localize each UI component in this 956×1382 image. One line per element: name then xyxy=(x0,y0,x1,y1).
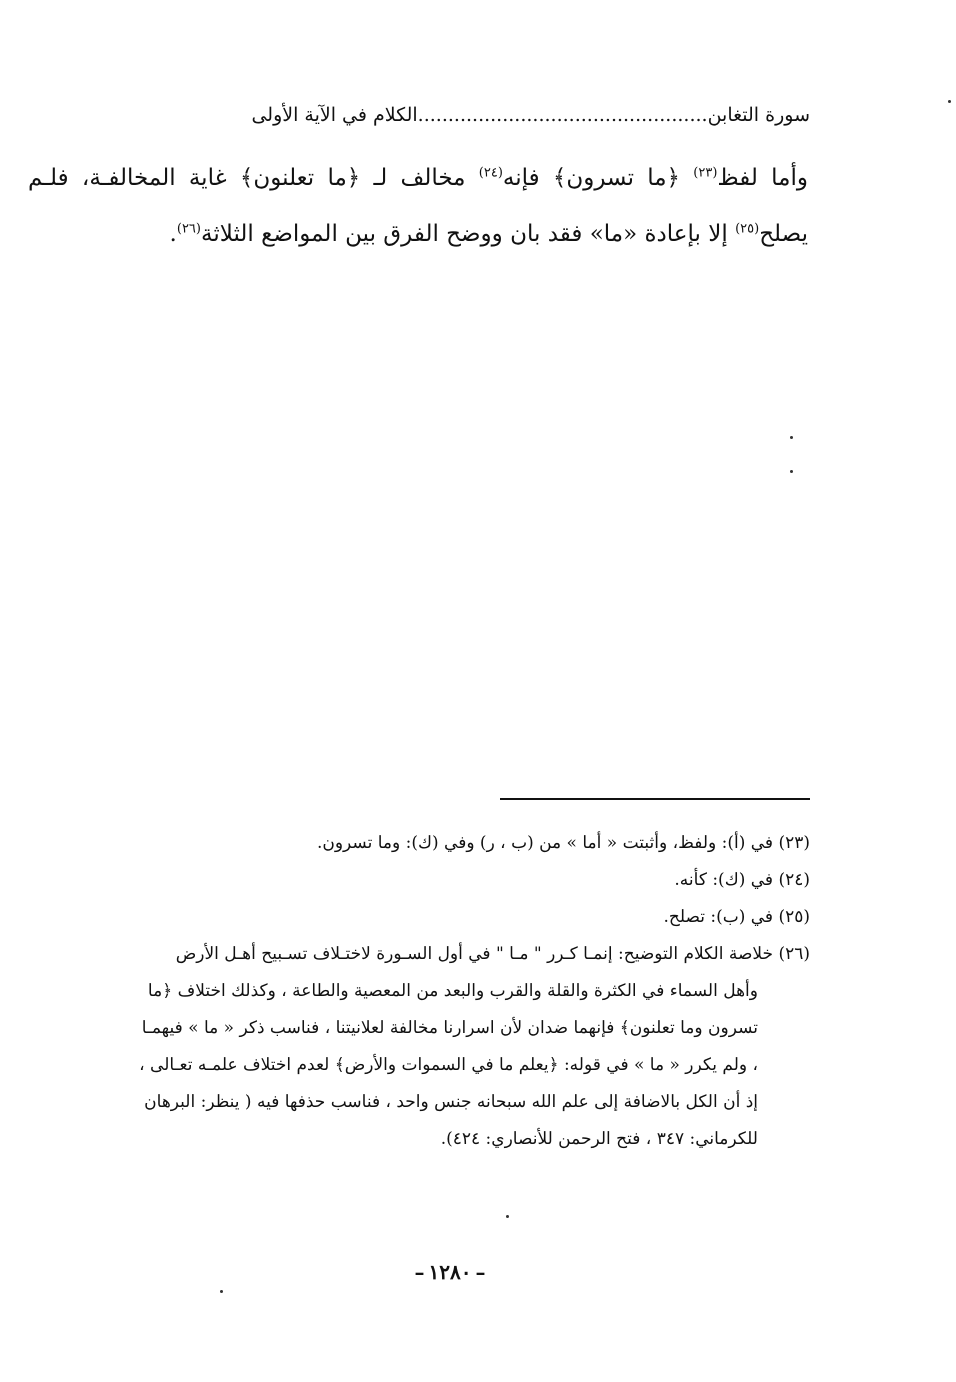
main-paragraph xyxy=(28,150,808,262)
footnote-number: (٢٦) xyxy=(778,944,810,964)
footnotes xyxy=(40,825,810,1158)
header-surah: سورة التغابن xyxy=(707,104,810,126)
scan-speck xyxy=(220,1290,223,1293)
footnote-ref-23[interactable]: (٢٣) xyxy=(693,165,718,181)
main-text-segment: مخالف لـ ﴿ما تعلنون﴾ غاية المخالفـة، فلـم xyxy=(28,165,479,191)
footnote-ref-24[interactable]: (٢٤) xyxy=(478,165,503,181)
footnote-line: إذ أن الكل بالاضافة إلى علم الله سبحانه جنس واحد ، فناسب حذفها فيه ( ينظر: البرهان xyxy=(144,1092,758,1112)
footnote-line: وأهل السماء في الكثرة والقلة والقرب والبعد من المعصية والطاعة ، وكذلك اختلاف ﴿ما xyxy=(147,981,758,1001)
header-dots: ................................................ xyxy=(417,104,708,126)
footnote-number: (٢٤) xyxy=(778,870,810,890)
footnote-ref-25[interactable]: (٢٥) xyxy=(735,221,760,237)
footnote-line: تسرون وما تعلنون﴾ فإنهما ضدان لأن اسرارنا مخالفة لعلانيتنا ، فناسب ذكر « ما » فيهمـا xyxy=(141,1018,758,1038)
main-text xyxy=(28,150,808,262)
main-text-segment: ﴿ما تسرون﴾ فإنه xyxy=(502,165,694,191)
page-number-value: ١٢٨٠ xyxy=(428,1260,472,1284)
footnote-25 xyxy=(40,899,810,936)
footnote-line: للكرماني: ٣٤٧ ، فتح الرحمن للأنصاري: ٤٢٤). xyxy=(440,1129,758,1149)
main-text-segment: . xyxy=(169,221,177,247)
scan-speck xyxy=(790,436,793,439)
scan-speck xyxy=(790,470,793,473)
footnote-24 xyxy=(40,862,810,899)
scan-speck xyxy=(948,100,951,103)
footnote-text: في (أ): ولفظ، وأثبتت « أما » من (ب ، ر) وفي (ك): وما تسرون. xyxy=(316,833,774,853)
footnote-ref-26[interactable]: (٢٦) xyxy=(176,221,201,237)
page-number: –١٢٨٠– xyxy=(414,1260,486,1284)
footnote-26 xyxy=(40,936,810,973)
main-text-segment: يصلح xyxy=(759,221,808,247)
footnote-line: ، ولم يكرر « ما » في قوله: ﴿يعلم ما في السموات والأرض﴾ لعدم اختلاف علمـه تعـالى ، xyxy=(139,1055,758,1075)
footnote-26-continuation xyxy=(40,973,810,1158)
footnote-text: في (ب): تصلح. xyxy=(663,907,774,927)
footnote-number: (٢٥) xyxy=(778,907,810,927)
footnote-text: خلاصة الكلام التوضيح: إنمـا كـرر " مـا " في أول السـورة لاختـلاف تسـبيح أهـل الأرض xyxy=(175,944,774,964)
header-topic: الكلام في الآية الأولى xyxy=(251,104,418,126)
footnote-text: في (ك): كأنه. xyxy=(674,870,774,890)
footnote-23 xyxy=(40,825,810,862)
main-text-segment: إلا بإعادة «ما» فقد بان ووضح الفرق بين المواضع الثلاثة xyxy=(200,221,736,247)
footnote-separator xyxy=(500,798,810,800)
running-header xyxy=(30,100,810,130)
footnote-number: (٢٣) xyxy=(778,833,810,853)
main-text-segment: وأما لفظ xyxy=(717,165,808,191)
scan-speck xyxy=(506,1215,509,1218)
